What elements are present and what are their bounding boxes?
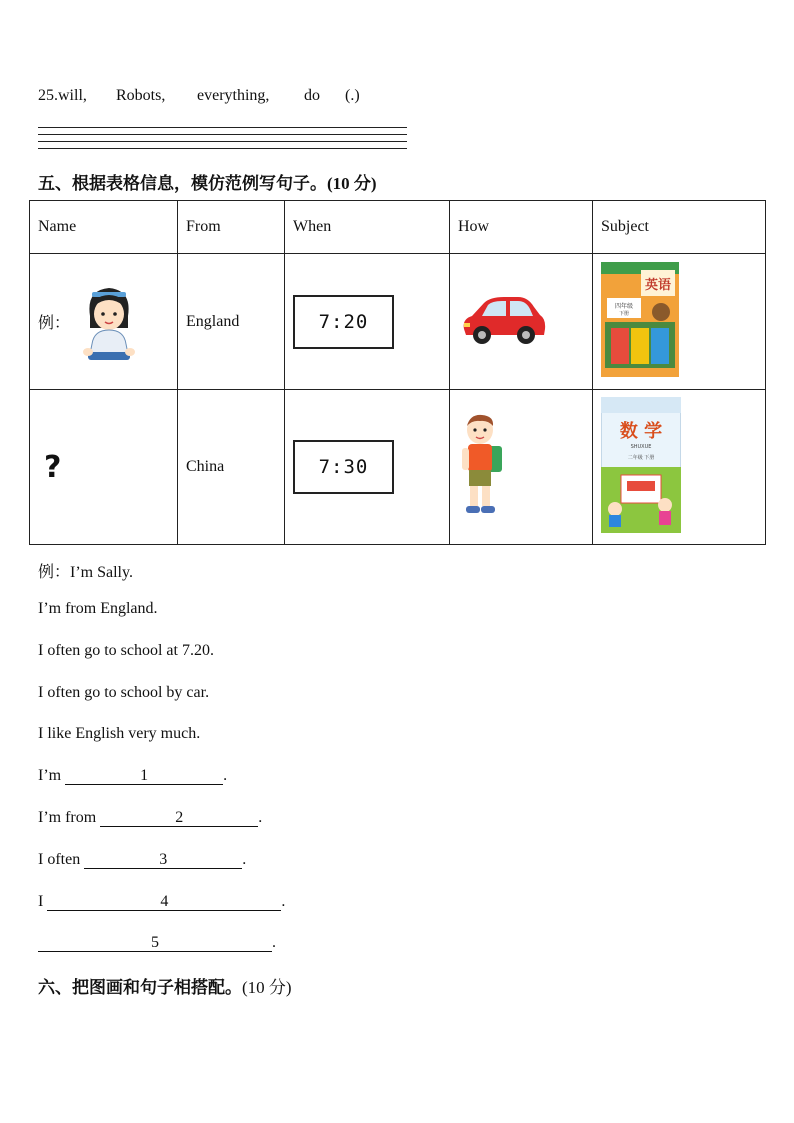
- blank-line-2: [38, 809, 262, 827]
- info-table: [29, 200, 766, 545]
- cell-subject: [593, 254, 766, 390]
- girl-icon: [78, 282, 140, 362]
- blank-number: 1: [140, 767, 149, 784]
- example-line-3: I often go to school at 7.20.: [38, 642, 214, 659]
- book2-title: 数 学: [619, 420, 663, 442]
- answer-blank-5[interactable]: [38, 935, 272, 952]
- cell-when: [285, 390, 450, 545]
- clock-time: 7:20: [318, 310, 369, 333]
- book1-grade: 四年级: [614, 302, 634, 310]
- section-5-title: [38, 169, 377, 194]
- unknown-name-mark: ?: [44, 449, 62, 485]
- q25-word-2: Robots,: [116, 87, 166, 104]
- book2-pinyin: SHUXUE: [630, 443, 652, 450]
- blank-line-5: [38, 934, 276, 952]
- answer-blank-2[interactable]: [100, 810, 258, 827]
- blank-suffix: .: [272, 934, 276, 951]
- book2-grade: 二年级 下册: [627, 454, 655, 461]
- cell-subject: [593, 390, 766, 545]
- answer-line[interactable]: [38, 134, 407, 135]
- blank-line-3: [38, 851, 246, 869]
- math-textbook-icon: [601, 397, 681, 533]
- blank-suffix: .: [223, 767, 228, 784]
- clock-display: [293, 295, 394, 349]
- blank-prefix: I’m: [38, 767, 66, 784]
- section-5-points: (10 分): [327, 174, 377, 193]
- q25-word-1: 25.will,: [38, 87, 87, 104]
- cell-name: [30, 390, 178, 545]
- walking-boy-icon: [458, 412, 506, 518]
- blank-suffix: .: [242, 851, 247, 868]
- book1-vol: 下册: [618, 310, 630, 317]
- section-6-title: [38, 973, 292, 998]
- q25-word-4: do: [304, 87, 320, 104]
- english-textbook-icon: [601, 262, 679, 377]
- q25-word-3: everything,: [197, 87, 270, 104]
- header-how: How: [450, 201, 593, 254]
- cell-from: China: [178, 390, 285, 545]
- header-subject: Subject: [593, 201, 766, 254]
- blank-line-4: [38, 893, 285, 911]
- blank-suffix: .: [281, 893, 286, 910]
- answer-line[interactable]: [38, 127, 407, 128]
- blank-line-1: [38, 767, 227, 785]
- answer-blank-4[interactable]: [47, 894, 281, 911]
- example-line-5: I like English very much.: [38, 725, 201, 742]
- answer-blank-1[interactable]: [65, 768, 223, 785]
- section-6-points: (10 分): [242, 978, 292, 997]
- header-when: When: [285, 201, 450, 254]
- blank-number: 3: [159, 851, 168, 868]
- blank-prefix: I: [38, 893, 48, 910]
- blank-prefix: I often: [38, 851, 85, 868]
- clock-display: [293, 440, 394, 494]
- book1-title: 英语: [644, 277, 672, 293]
- example-line-4: I often go to school by car.: [38, 684, 210, 701]
- blank-prefix: I’m from: [38, 809, 101, 826]
- example-line-2: I’m from England.: [38, 600, 158, 617]
- blank-number: 5: [151, 934, 159, 951]
- example-label: 例：: [38, 315, 71, 332]
- q25-word-5: (.): [345, 87, 360, 104]
- section-5-heading: 五、根据表格信息，模仿范例写句子。: [38, 174, 327, 193]
- header-name: Name: [30, 201, 178, 254]
- table-row: [30, 254, 766, 390]
- example-line-1: 例：I’m Sally.: [38, 564, 133, 581]
- cell-name: [30, 254, 178, 390]
- answer-blank-3[interactable]: [84, 852, 242, 869]
- cell-when: [285, 254, 450, 390]
- cell-how: [450, 390, 593, 545]
- cell-how: [450, 254, 593, 390]
- answer-line[interactable]: [38, 148, 407, 149]
- header-from: From: [178, 201, 285, 254]
- table-header-row: [30, 201, 766, 254]
- section-6-heading: 六、把图画和句子相搭配。: [38, 978, 242, 997]
- table-row: [30, 390, 766, 545]
- cell-from: England: [178, 254, 285, 390]
- blank-number: 4: [160, 893, 169, 910]
- blank-number: 2: [175, 809, 184, 826]
- answer-line[interactable]: [38, 141, 407, 142]
- clock-time: 7:30: [318, 456, 369, 478]
- car-icon: [458, 289, 548, 349]
- blank-suffix: .: [258, 809, 263, 826]
